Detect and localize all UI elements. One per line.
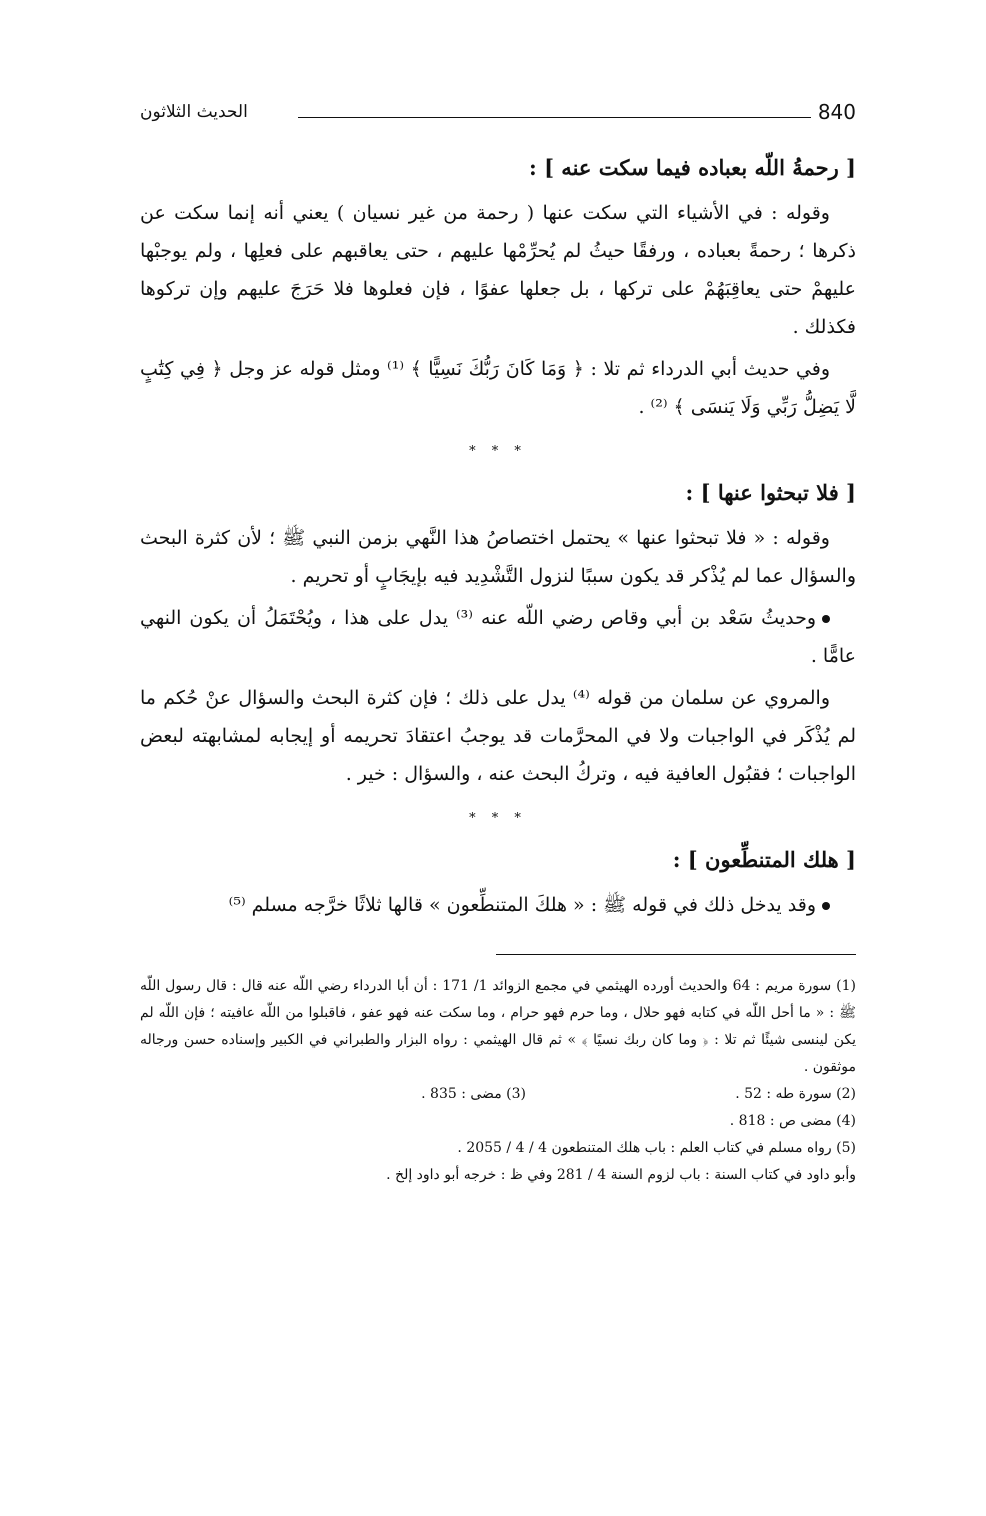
- bullet-paragraph: [140, 599, 856, 675]
- page-number: 840: [817, 100, 856, 124]
- bullet-icon: [822, 902, 830, 910]
- footnote-5-continued: وأبو داود في كتاب السنة : باب لزوم السنة 4 / 281 وفي ظ : خرجه أبو داود إلخ .: [386, 1167, 856, 1183]
- section-heading-do-not-search: [ فلا تبحثوا عنها ] :: [685, 480, 856, 505]
- section-heading-extremists: [ هلك المتنطِّعون ] :: [672, 847, 856, 872]
- footnote-rule: [496, 954, 856, 955]
- footnote-2: (2) سورة طه : 52 .: [735, 1086, 856, 1102]
- bullet-paragraph: [140, 886, 856, 924]
- section-separator: * * *: [469, 444, 527, 459]
- running-title: الحديث الثلاثون: [140, 102, 248, 122]
- footnote-1: (1) سورة مريم : 64 والحديث أورده الهيثمي في مجمع الزوائد 1/ 171 : أن أبا الدرداء رضي اللّه عنه قال : قال رسول اللّه ﷺ : « ما أحل اللّه في كتابه فهو حلال ، وما حرم فهو حرام ، وما سكت عنه فهو عفو ، فاقبلوا من اللّه عافيته ؛ فإن اللّه لم يكن لينسى شيئًا ثم تلا : ﴿ وما كان ربك نسيًا ﴾ » ثم قال الهيثمي : رواه البزار والطبراني في الكبير وإسناده حسن ورجاله موثقون .: [140, 978, 856, 1075]
- paragraph: وفي حديث أبي الدرداء ثم تلا : ﴿ وَمَا كَانَ رَبُّكَ نَسِيًّا ﴾ ⁽¹⁾ ومثل قوله عز وجل ﴿ فِي كِتَٰبٍ لَّا يَضِلُّ رَبِّي وَلَا يَنسَى ﴾ ⁽²⁾ .: [140, 358, 856, 418]
- section-heading-mercy: [ رحمةُ اللّه بعباده فيما سكت عنه ] :: [529, 155, 856, 180]
- footnote-4: (4) مضى ص : 818 .: [729, 1113, 856, 1129]
- paragraph: وقوله : في الأشياء التي سكت عنها ( رحمة من غير نسيان ) يعني أنه إنما سكت عن ذكرها ؛ رحمةً بعباده ، ورفقًا حيثُ لم يُحرِّمْها عليهم ، حتى يعاقبهم على فعلِها ، ولم يوجبْها عليهمْ حتى يعاقِبَهُمْ على تركها ، بل جعلها عفوًا ، فإن فعلوها فلا حَرَجَ عليهم وإن تركوها فكذلك .: [140, 202, 856, 338]
- footnote-3: (3) مضى : 835 .: [421, 1086, 526, 1102]
- section-separator: * * *: [469, 811, 527, 826]
- footnote-5: (5) رواه مسلم في كتاب العلم : باب هلك المتنطعون 4 / 4 / 2055 .: [457, 1140, 856, 1156]
- footnote-row: [140, 1081, 856, 1108]
- book-page: [140, 96, 856, 1189]
- bullet-icon: [822, 615, 830, 623]
- footnotes: [140, 973, 856, 1189]
- paragraph-text: وقد يدخل ذلك في قوله ﷺ : « هلكَ المتنطِّعون » قالها ثلاثًا خرَّجه مسلم ⁽⁵⁾: [228, 894, 816, 916]
- paragraph: والمروي عن سلمان من قوله ⁽⁴⁾ يدل على ذلك ؛ فإن كثرة البحث والسؤال عنْ حُكم ما لم يُذْكَر في الواجبات ولا في المحرَّمات قد يوجبُ اعتقادَ تحريمه أو إيجابه لمشابهته لبعض الواجبات ؛ فقبُول العافية فيه ، وتركُ البحث عنه ، والسؤال : خير .: [140, 687, 856, 785]
- paragraph: وقوله : « فلا تبحثوا عنها » يحتمل اختصاصُ هذا النَّهي بزمن النبي ﷺ ؛ لأن كثرة البحث والسؤال عما لم يُذْكر قد يكون سببًا لنزول التَّشْدِيد فيه بإيجَابٍ أو تحريم .: [140, 527, 856, 587]
- paragraph-text: وحديثُ سَعْد بن أبي وقاص رضي اللّه عنه ⁽³⁾ يدل على هذا ، ويُحْتَمَلُ أن يكون النهي عامًّا .: [140, 607, 856, 667]
- page-header: [140, 96, 856, 136]
- header-rule: [298, 117, 811, 118]
